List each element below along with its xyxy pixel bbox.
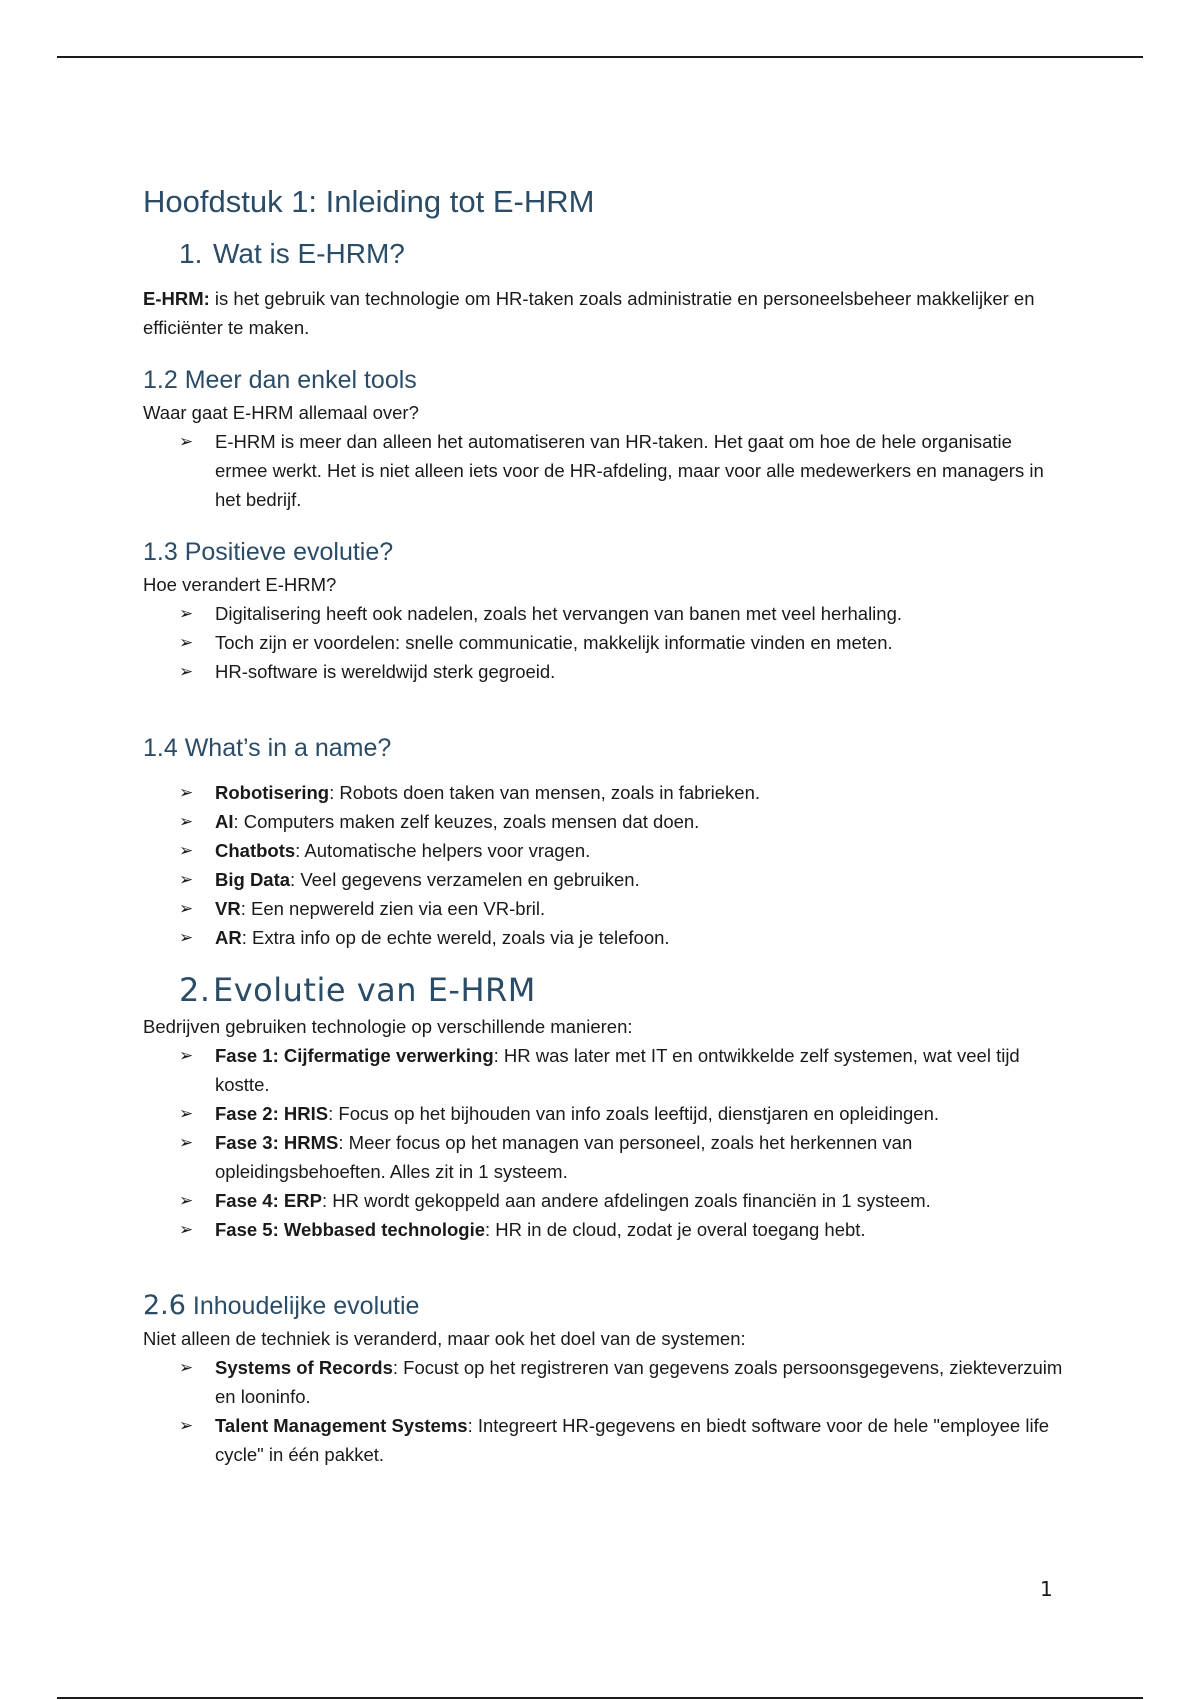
arrow-bullet-icon: ➢ xyxy=(179,928,194,947)
arrow-bullet-icon: ➢ xyxy=(179,783,194,802)
list-item: ➢ Chatbots: Automatische helpers voor vragen. xyxy=(179,836,1063,865)
arrow-bullet-icon: ➢ xyxy=(179,1104,194,1123)
section-1-3-question: Hoe verandert E-HRM? xyxy=(143,574,337,595)
page-number: 1 xyxy=(1040,1577,1053,1601)
arrow-bullet-icon: ➢ xyxy=(179,432,194,451)
arrow-bullet-icon: ➢ xyxy=(179,1416,194,1435)
list-item: ➢ Digitalisering heeft ook nadelen, zoals het vervangen van banen met veel herhaling. xyxy=(179,599,1063,628)
arrow-bullet-icon: ➢ xyxy=(179,870,194,889)
list-item: ➢ Big Data: Veel gegevens verzamelen en gebruiken. xyxy=(179,865,1063,894)
chapter-title: Hoofdstuk 1: Inleiding tot E-HRM xyxy=(143,184,595,219)
list-item: ➢ Fase 1: Cijfermatige verwerking: HR was later met IT en ontwikkelde zelf systemen, wat veel tijd kostte. xyxy=(179,1041,1063,1099)
document-body xyxy=(143,180,1063,1469)
list-item: ➢ AR: Extra info op de echte wereld, zoals via je telefoon. xyxy=(179,923,1063,952)
section-2-intro: Bedrijven gebruiken technologie op verschillende manieren: xyxy=(143,1016,633,1037)
list-item: ➢ Fase 4: ERP: HR wordt gekoppeld aan andere afdelingen zoals financiën in 1 systeem. xyxy=(179,1186,1063,1215)
arrow-bullet-icon: ➢ xyxy=(179,1191,194,1210)
arrow-bullet-icon: ➢ xyxy=(179,604,194,623)
header-rule xyxy=(57,56,1143,58)
list-item: ➢ E-HRM is meer dan alleen het automatiseren van HR-taken. Het gaat om hoe de hele organisatie ermee werkt. Het is niet alleen iets voor de HR-afdeling, maar voor alle medewerkers en managers in het bedrijf. xyxy=(179,427,1063,514)
list-item: ➢ Systems of Records: Focust op het registreren van gegevens zoals persoonsgegevens, ziekteverzuim en looninfo. xyxy=(179,1353,1063,1411)
arrow-bullet-icon: ➢ xyxy=(179,662,194,681)
list-item: ➢ Fase 2: HRIS: Focus op het bijhouden van info zoals leeftijd, dienstjaren en opleidingen. xyxy=(179,1099,1063,1128)
section-2-heading: 2.Evolutie van E-HRM xyxy=(179,971,536,1009)
section-1-3-heading: 1.3 Positieve evolutie? xyxy=(143,538,394,566)
list-item: ➢ VR: Een nepwereld zien via een VR-bril. xyxy=(179,894,1063,923)
list-item: ➢ Talent Management Systems: Integreert HR-gegevens en biedt software voor de hele "employee life cycle" in één pakket. xyxy=(179,1411,1063,1469)
section-1-2-list xyxy=(143,427,1063,514)
arrow-bullet-icon: ➢ xyxy=(179,1358,194,1377)
section-1-3-list xyxy=(143,599,1063,686)
section-1-4-list xyxy=(143,778,1063,952)
section-1-2-question: Waar gaat E-HRM allemaal over? xyxy=(143,402,419,423)
ehrm-definition: E-HRM: is het gebruik van technologie om HR-taken zoals administratie en personeelsbeheer makkelijker en efficiënter te maken. xyxy=(143,288,1035,338)
arrow-bullet-icon: ➢ xyxy=(179,1046,194,1065)
arrow-bullet-icon: ➢ xyxy=(179,1220,194,1239)
section-1-4-heading: 1.4 What’s in a name? xyxy=(143,734,392,762)
list-item: ➢ HR-software is wereldwijd sterk gegroeid. xyxy=(179,657,1063,686)
arrow-bullet-icon: ➢ xyxy=(179,633,194,652)
arrow-bullet-icon: ➢ xyxy=(179,1133,194,1152)
list-item: ➢ Robotisering: Robots doen taken van mensen, zoals in fabrieken. xyxy=(179,778,1063,807)
list-item: ➢ Toch zijn er voordelen: snelle communicatie, makkelijk informatie vinden en meten. xyxy=(179,628,1063,657)
section-2-6-intro: Niet alleen de techniek is veranderd, maar ook het doel van de systemen: xyxy=(143,1328,746,1349)
arrow-bullet-icon: ➢ xyxy=(179,812,194,831)
section-2-6-list xyxy=(143,1353,1063,1469)
list-item: ➢ AI: Computers maken zelf keuzes, zoals mensen dat doen. xyxy=(179,807,1063,836)
list-item: ➢ Fase 5: Webbased technologie: HR in de cloud, zodat je overal toegang hebt. xyxy=(179,1215,1063,1244)
section-2-6-heading: 2.6 Inhoudelijke evolutie xyxy=(143,1290,420,1321)
section-1-2-heading: 1.2 Meer dan enkel tools xyxy=(143,366,417,394)
section-1-heading: 1. Wat is E-HRM? xyxy=(179,238,405,269)
footer-rule xyxy=(57,1697,1143,1699)
section-2-list xyxy=(143,1041,1063,1244)
arrow-bullet-icon: ➢ xyxy=(179,899,194,918)
arrow-bullet-icon: ➢ xyxy=(179,841,194,860)
list-item: ➢ Fase 3: HRMS: Meer focus op het managen van personeel, zoals het herkennen van opleidingsbehoeften. Alles zit in 1 systeem. xyxy=(179,1128,1063,1186)
